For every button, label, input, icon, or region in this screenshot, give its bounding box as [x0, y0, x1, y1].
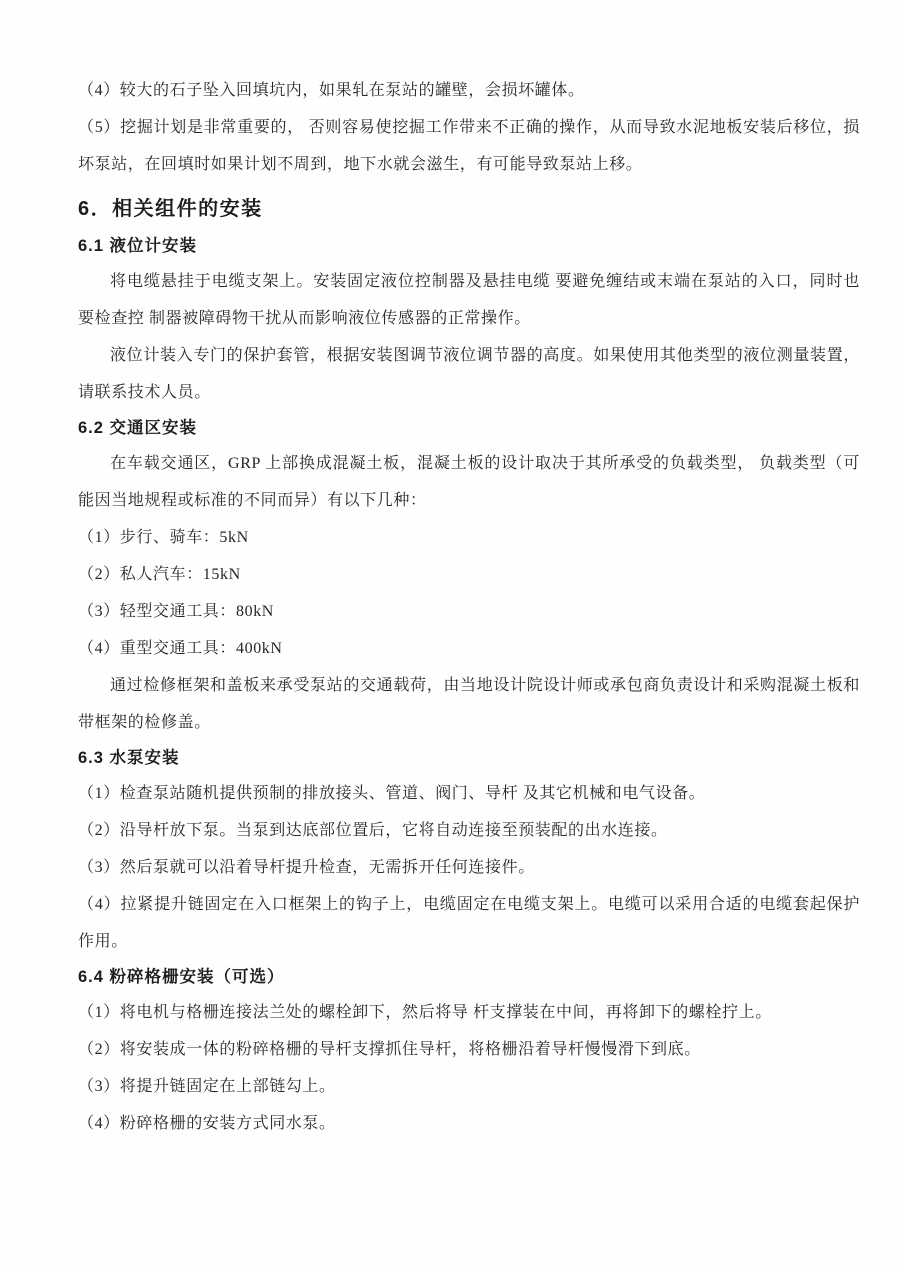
paragraph: 液位计装入专门的保护套管，根据安装图调节液位调节器的高度。如果使用其他类型的液位测量装置，请联系技术人员。 — [78, 347, 860, 401]
section-heading: 6.2 交通区安装 — [78, 419, 198, 437]
document-body — [78, 72, 860, 1142]
paragraph: 在车载交通区，GRP 上部换成混凝土板，混凝土板的设计取决于其所承受的负载类型， 负载类型（可能因当地规程或标准的不同而异）有以下几种： — [78, 455, 860, 509]
section-heading: 6.4 粉碎格栅安装（可选） — [78, 968, 285, 986]
paragraph: 将电缆悬挂于电缆支架上。安装固定液位控制器及悬挂电缆 要避免缠结或末端在泵站的入口，同时也要检查控 制器被障碍物干扰从而影响液位传感器的正常操作。 — [78, 273, 860, 327]
section-heading: 6.1 液位计安装 — [78, 237, 198, 255]
list-item: （4）粉碎格栅的安装方式同水泵。 — [78, 1115, 336, 1132]
chapter-heading: 6．相关组件的安装 — [78, 198, 263, 220]
list-item: （2）私人汽车：15kN — [78, 566, 241, 583]
list-item: （2）将安装成一体的粉碎格栅的导杆支撑抓住导杆，将格栅沿着导杆慢慢滑下到底。 — [78, 1041, 701, 1058]
list-item: （3）然后泵就可以沿着导杆提升检查，无需拆开任何连接件。 — [78, 859, 535, 876]
list-item: （2）沿导杆放下泵。当泵到达底部位置后，它将自动连接至预装配的出水连接。 — [78, 822, 668, 839]
list-item: （4）较大的石子坠入回填坑内，如果轧在泵站的罐壁，会损坏罐体。 — [78, 82, 585, 99]
paragraph: 通过检修框架和盖板来承受泵站的交通载荷，由当地设计院设计师或承包商负责设计和采购混凝土板和带框架的检修盖。 — [78, 677, 860, 731]
list-item: （3）轻型交通工具：80kN — [78, 603, 274, 620]
list-item: （1）检查泵站随机提供预制的排放接头、管道、阀门、导杆 及其它机械和电气设备。 — [78, 785, 706, 802]
list-item: （4）拉紧提升链固定在入口框架上的钩子上，电缆固定在电缆支架上。电缆可以采用合适的电缆套起保护作用。 — [78, 896, 860, 950]
list-item: （5）挖掘计划是非常重要的， 否则容易使挖掘工作带来不正确的操作，从而导致水泥地板安装后移位，损坏泵站，在回填时如果计划不周到，地下水就会滋生，有可能导致泵站上移。 — [78, 119, 860, 173]
list-item: （1）步行、骑车：5kN — [78, 529, 249, 546]
list-item: （1）将电机与格栅连接法兰处的螺栓卸下，然后将导 杆支撑装在中间，再将卸下的螺栓拧上。 — [78, 1004, 772, 1021]
section-heading: 6.3 水泵安装 — [78, 749, 180, 767]
list-item: （4）重型交通工具：400kN — [78, 640, 283, 657]
list-item: （3）将提升链固定在上部链勾上。 — [78, 1078, 336, 1095]
